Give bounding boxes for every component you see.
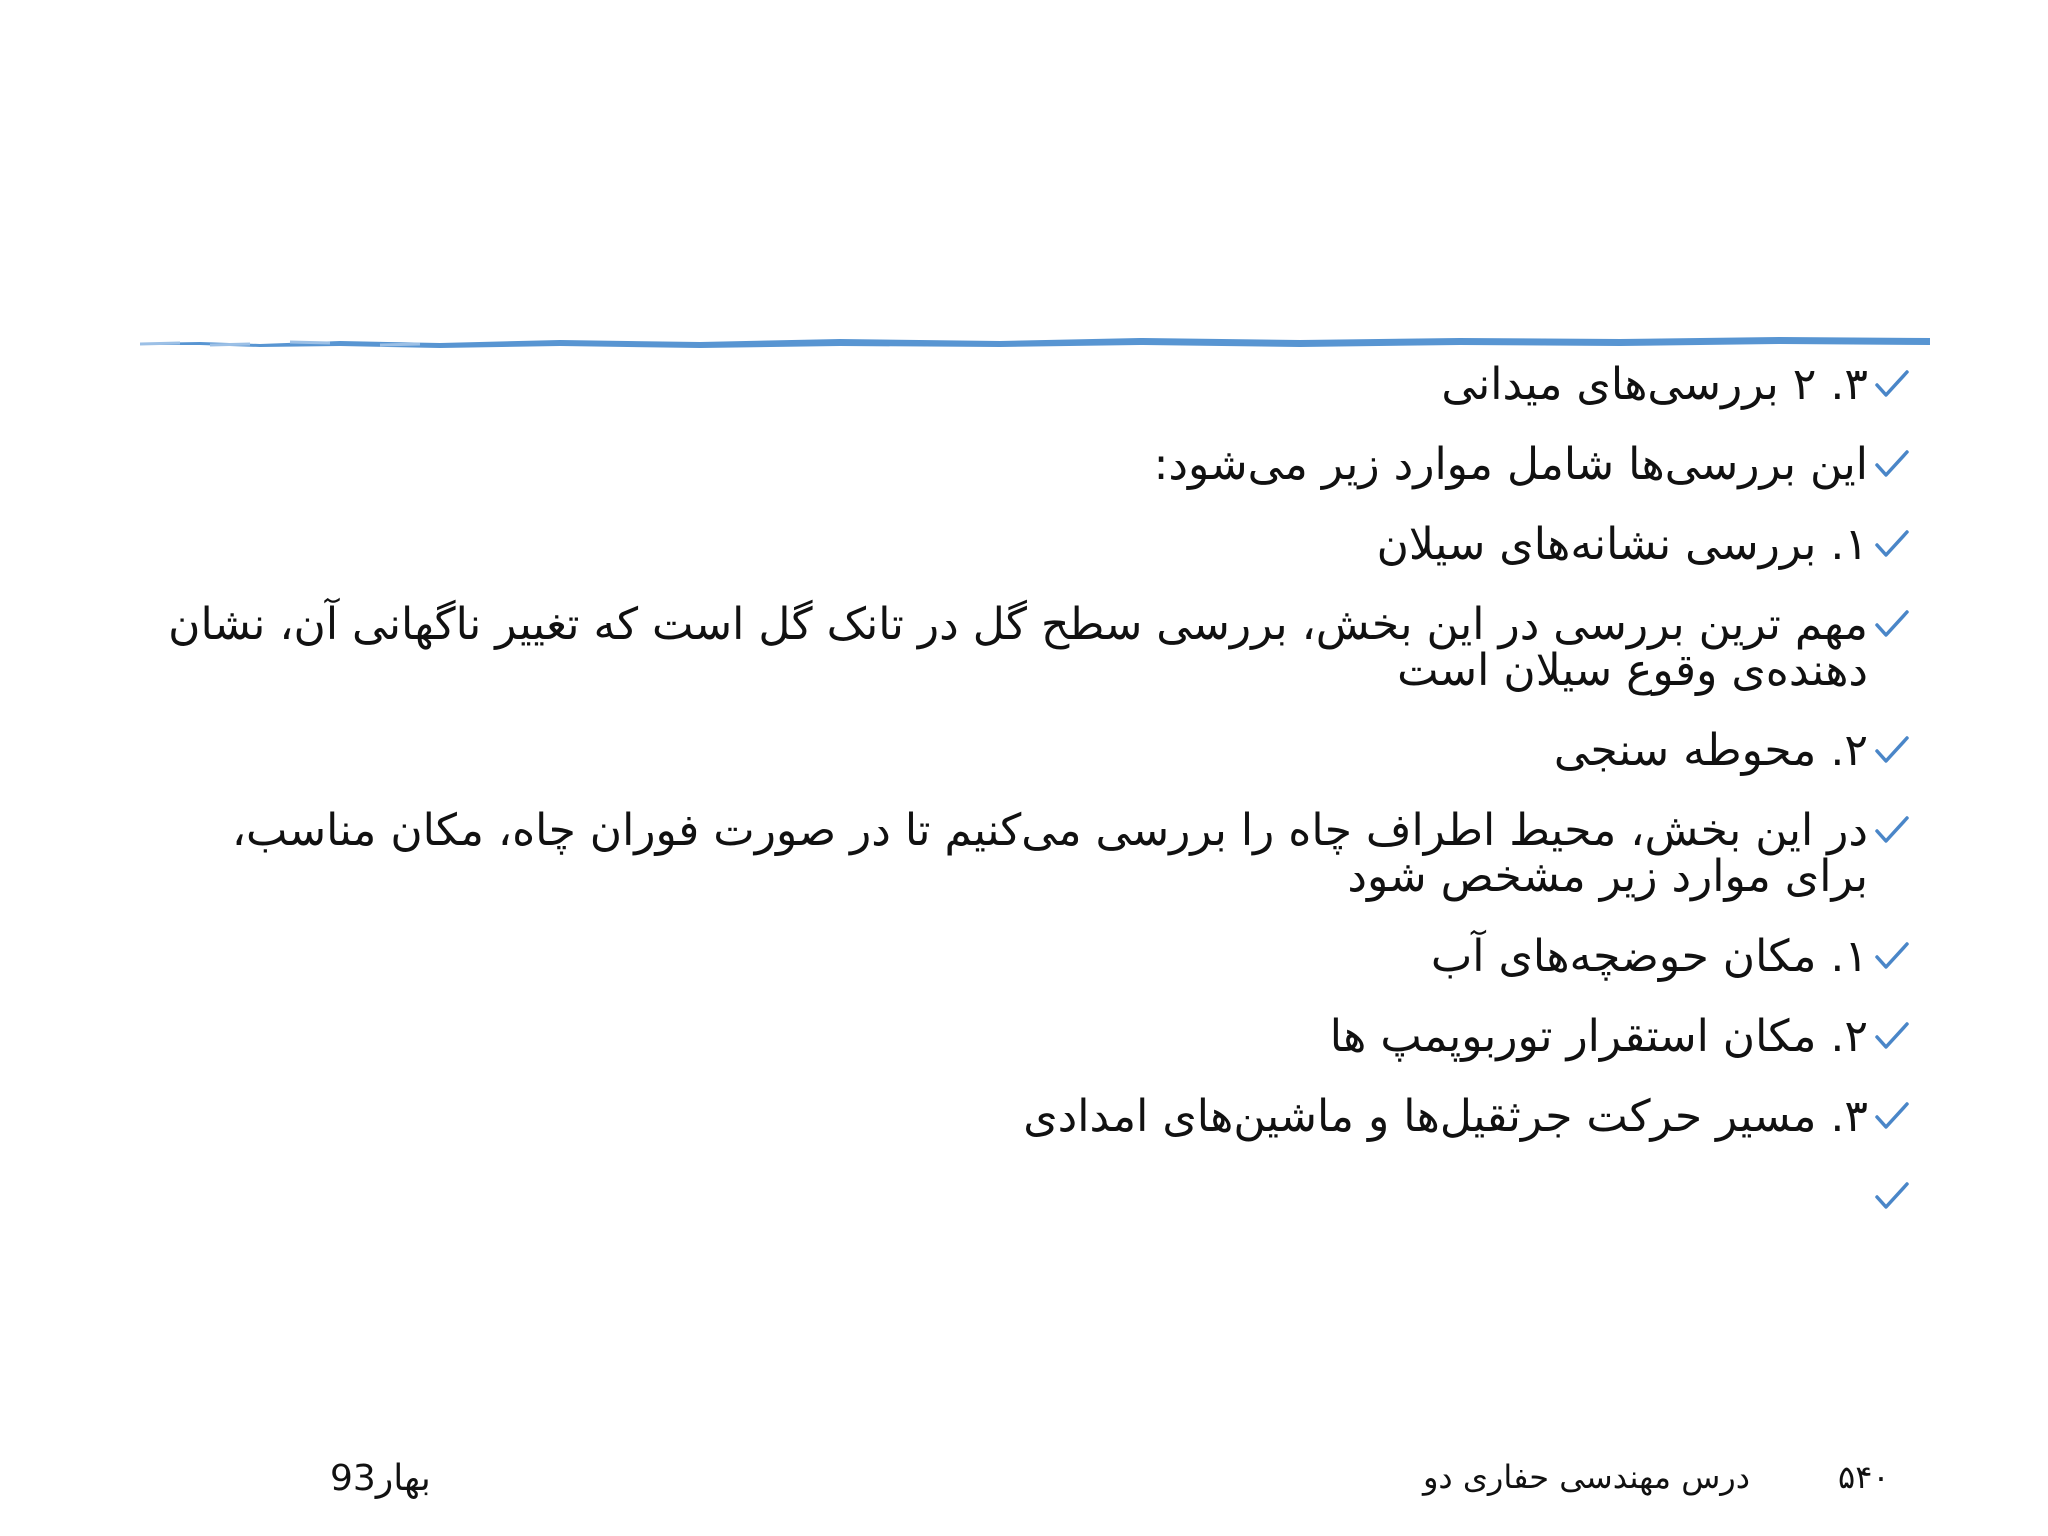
- bullet-item-section-heading: [160, 359, 1898, 410]
- checkmark-icon: [1874, 448, 1910, 480]
- bullet-text: ۲. مکان استقرار توربوپمپ ها: [1329, 1011, 1868, 1062]
- bullet-text: ۱. مکان حوضچه‌های آب: [1430, 931, 1868, 982]
- bullet-item-crane-path: [160, 1091, 1898, 1142]
- bullet-text: ۱. بررسی نشانه‌های سیلان: [1376, 519, 1868, 570]
- bullet-text: ۳. ۲ بررسی‌های میدانی: [1441, 359, 1868, 410]
- checkmark-icon: [1874, 1100, 1910, 1132]
- checkmark-icon: [1874, 1020, 1910, 1052]
- bullet-item-surroundings: [160, 805, 1898, 902]
- bullet-text: ۳. مسیر حرکت جرثقیل‌ها و ماشین‌های امدادی: [1023, 1091, 1868, 1142]
- bullet-item-empty: [160, 1174, 1898, 1220]
- course-title: درس مهندسی حفاری دو: [1422, 1458, 1750, 1496]
- checkmark-icon: [1874, 608, 1910, 640]
- bullet-item-mud-level: [160, 599, 1898, 696]
- bullet-item-intro: [160, 439, 1898, 490]
- bullet-item-turbopumps: [160, 1011, 1898, 1062]
- checkmark-icon: [1874, 814, 1910, 846]
- bullet-text: مهم ترین بررسی در این بخش، بررسی سطح گل در تانک گل است که تغییر ناگهانی آن، نشان دهنده‌ی وقوع سیلان است: [168, 599, 1868, 696]
- bullet-text: این بررسی‌ها شامل موارد زیر می‌شود:: [1153, 439, 1868, 490]
- bullet-list: [160, 359, 1898, 1254]
- checkmark-icon: [1874, 528, 1910, 560]
- checkmark-icon: [1874, 734, 1910, 766]
- bullet-item-water-pits: [160, 931, 1898, 982]
- checkmark-icon: [1874, 940, 1910, 972]
- bullet-text: در این بخش، محیط اطراف چاه را بررسی می‌کنیم تا در صورت فوران چاه، مکان مناسب، برای موارد زیر مشخص شود: [231, 805, 1868, 902]
- checkmark-icon: [1874, 368, 1910, 400]
- header-divider: [140, 330, 1930, 356]
- bullet-item-site-survey: [160, 725, 1898, 776]
- checkmark-icon: [1874, 1180, 1910, 1212]
- bullet-text: ۲. محوطه سنجی: [1553, 725, 1868, 776]
- bullet-item-flow-signs: [160, 519, 1898, 570]
- term-label: بهار93: [330, 1458, 431, 1499]
- page-number: ۵۴۰: [1838, 1458, 1890, 1496]
